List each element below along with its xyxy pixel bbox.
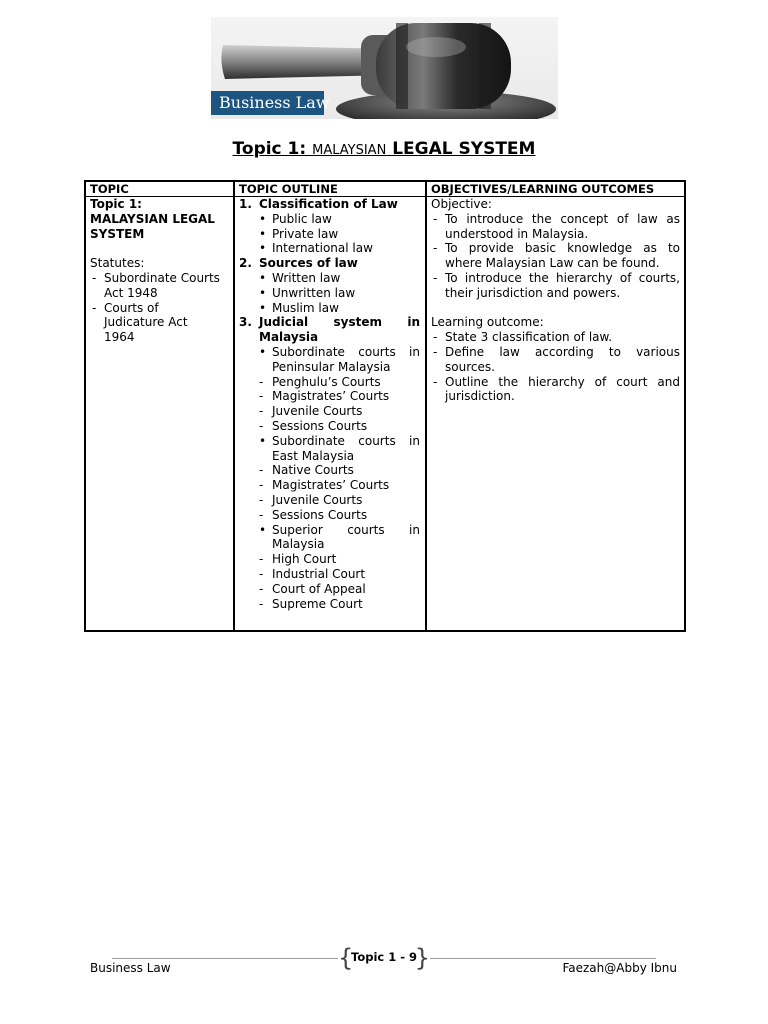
outline-section: 3. Judicial system in Malaysia	[239, 315, 420, 345]
list-item: - Penghulu’s Courts	[239, 375, 420, 390]
learning-outcome-label: Learning outcome:	[431, 315, 544, 330]
list-item: • Superior courts in Malaysia	[239, 523, 420, 553]
list-item: • Private law	[239, 227, 420, 242]
list-item: - Sessions Courts	[239, 508, 420, 523]
footer-page-number: { Topic 1 - 9 }	[338, 944, 430, 972]
outline-cell	[235, 197, 426, 630]
list-item: - Court of Appeal	[239, 582, 420, 597]
header-objectives: OBJECTIVES/LEARNING OUTCOMES	[427, 182, 686, 197]
statute-item: - Courts of Judicature Act 1964	[90, 301, 230, 345]
objectives-cell	[427, 197, 686, 630]
outcome-item: - Define law according to various sources.	[431, 345, 680, 375]
title-rest: LEGAL SYSTEM	[386, 139, 536, 159]
list-item: - High Court	[239, 552, 420, 567]
list-item: - Juvenile Courts	[239, 404, 420, 419]
topic-cell	[86, 197, 234, 630]
header-topic: TOPIC	[86, 182, 235, 197]
list-item: - Supreme Court	[239, 597, 420, 612]
footer-left: Business Law	[90, 961, 171, 975]
header-outline: TOPIC OUTLINE	[235, 182, 427, 197]
list-item: • Written law	[239, 271, 420, 286]
footer-right: Faezah@Abby Ibnu	[562, 961, 677, 975]
banner-label: Business Law	[211, 91, 324, 115]
outline-section: 2. Sources of law	[239, 256, 358, 271]
objective-item: - To provide basic knowledge as to where Malaysian Law can be found.	[431, 241, 680, 271]
header-banner	[211, 17, 558, 119]
list-item: - Magistrates’ Courts	[239, 389, 420, 404]
list-item: • Subordinate courts in East Malaysia	[239, 434, 420, 464]
page-title	[0, 137, 768, 163]
outline-section: 1. Classification of Law	[239, 197, 398, 211]
topic-title-line: SYSTEM	[90, 226, 145, 241]
list-item: • International law	[239, 241, 420, 256]
statute-item: - Subordinate Courts Act 1948	[90, 271, 230, 301]
statutes-label: Statutes:	[90, 256, 145, 271]
topic-title-line: Topic 1:	[90, 197, 142, 211]
brace-right-icon: }	[414, 944, 430, 972]
title-word: MALAYSIAN	[312, 143, 387, 158]
topic-table	[84, 180, 686, 632]
list-item: • Public law	[239, 212, 420, 227]
title-prefix: Topic 1:	[232, 139, 313, 159]
outcome-item: - State 3 classification of law.	[431, 330, 680, 345]
objective-item: - To introduce the concept of law as understood in Malaysia.	[431, 212, 680, 242]
outcome-item: - Outline the hierarchy of court and jurisdiction.	[431, 375, 680, 405]
topic-title-line: MALAYSIAN LEGAL	[90, 211, 215, 226]
list-item: - Sessions Courts	[239, 419, 420, 434]
list-item: - Magistrates’ Courts	[239, 478, 420, 493]
brace-left-icon: {	[338, 944, 354, 972]
objective-item: - To introduce the hierarchy of courts, their jurisdiction and powers.	[431, 271, 680, 301]
list-item: • Subordinate courts in Peninsular Malaysia	[239, 345, 420, 375]
objective-label: Objective:	[431, 197, 492, 211]
list-item: • Muslim law	[239, 301, 420, 316]
list-item: - Native Courts	[239, 463, 420, 478]
list-item: - Industrial Court	[239, 567, 420, 582]
list-item: • Unwritten law	[239, 286, 420, 301]
list-item: - Juvenile Courts	[239, 493, 420, 508]
